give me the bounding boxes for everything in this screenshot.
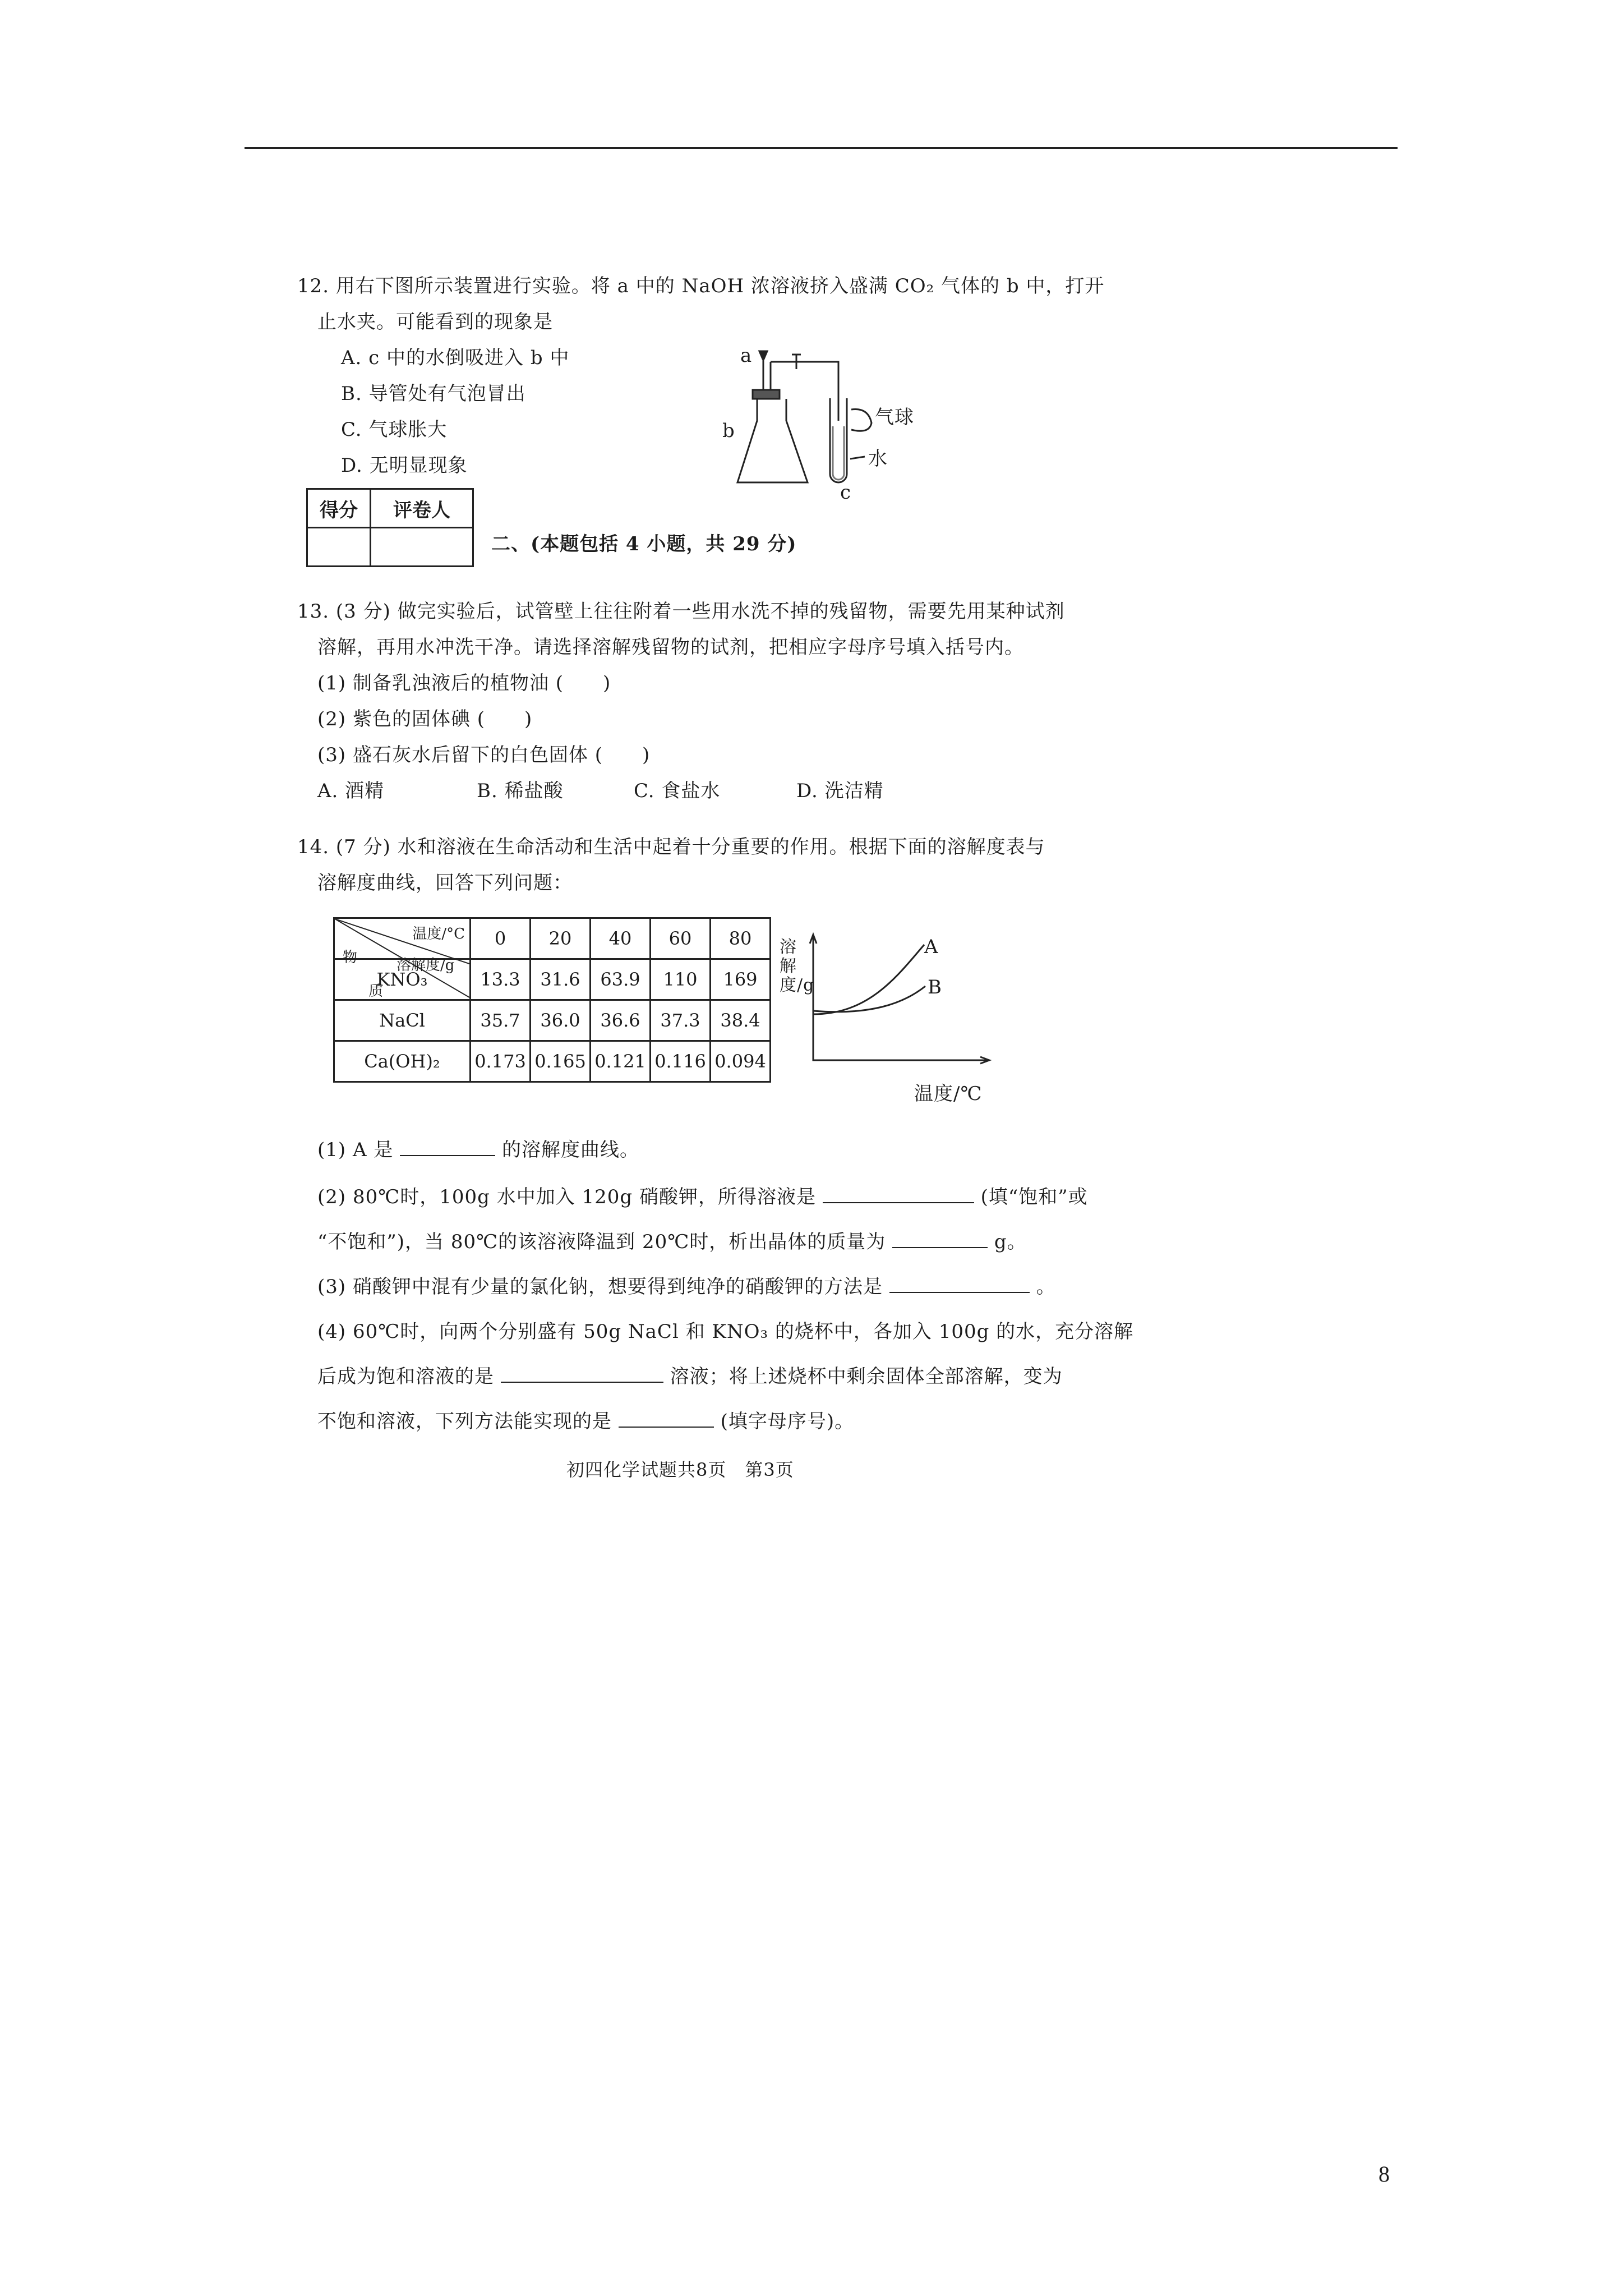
q14-part-1-suffix: 的溶解度曲线。	[501, 1139, 639, 1161]
table-cell: 0.116	[651, 1041, 711, 1082]
q12-line1: 12. 用右下图所示装置进行实验。将 a 中的 NaOH 浓溶液挤入盛满 CO₂ 气体的 b 中，打开	[297, 275, 1105, 297]
temp-header-0: 0	[471, 918, 531, 959]
score-box-cell-1	[307, 528, 371, 567]
temp-header-60: 60	[651, 918, 711, 959]
table-cell: 110	[651, 959, 711, 1000]
table-cell: 13.3	[471, 959, 531, 1000]
q13-line2: 溶解，再用水冲洗干净。请选择溶解残留物的试剂，把相应字母序号填入括号内。	[317, 636, 1024, 659]
table-cell: 36.6	[591, 1000, 651, 1041]
q13-item-2: (2) 紫色的固体碘 ( )	[317, 708, 533, 730]
table-cell: 37.3	[651, 1000, 711, 1041]
q14-part-2b-suffix: g。	[994, 1231, 1027, 1253]
q14-line1: 14. (7 分) 水和溶液在生命活动和生活中起着十分重要的作用。根据下面的溶解度表与	[297, 836, 1045, 858]
answer-blank[interactable]	[501, 1382, 663, 1383]
q13-choice-d: D. 洗洁精	[796, 780, 884, 802]
row-label: Ca(OH)₂	[334, 1041, 471, 1082]
row-label: NaCl	[334, 1000, 471, 1041]
q13-choice-a: A. 酒精	[317, 780, 385, 802]
answer-blank[interactable]	[889, 1292, 1030, 1293]
q14-part-4c-suffix: (填字母序号)。	[720, 1410, 855, 1433]
q13-line1: 13. (3 分) 做完实验后，试管壁上往往附着一些用水洗不掉的残留物，需要先用某种试剂	[297, 600, 1065, 623]
section-2-heading: 二、(本题包括 4 小题，共 29 分)	[491, 533, 797, 555]
table-cell: 0.165	[531, 1041, 591, 1082]
table-cell: 35.7	[471, 1000, 531, 1041]
q14-part-4a: (4) 60℃时，向两个分别盛有 50g NaCl 和 KNO₃ 的烧杯中，各加入 100g 的水，充分溶解	[317, 1320, 1134, 1343]
q12-option-c: C. 气球胀大	[341, 418, 448, 441]
curve-ylabel: 溶解度/g	[780, 937, 815, 995]
table-cell: 63.9	[591, 959, 651, 1000]
answer-blank[interactable]	[400, 1155, 495, 1156]
q12-option-a: A. c 中的水倒吸进入 b 中	[341, 347, 570, 369]
q12-line2: 止水夹。可能看到的现象是	[317, 311, 553, 333]
solubility-curve-sketch	[785, 931, 1009, 1077]
scanned-exam-page	[292, 185, 1133, 1509]
temp-header-40: 40	[591, 918, 651, 959]
q14-part-4b-suffix: 溶液；将上述烧杯中剩余固体全部溶解，变为	[670, 1365, 1063, 1388]
q14-part-3	[317, 1276, 1056, 1298]
q14-part-4c-text: 不饱和溶液，下列方法能实现的是	[317, 1410, 612, 1433]
table-row	[334, 1041, 771, 1082]
answer-blank[interactable]	[892, 1247, 988, 1248]
table-cell: 38.4	[711, 1000, 771, 1041]
q13-choice-b: B. 稀盐酸	[477, 780, 564, 802]
q14-part-4b-text: 后成为饱和溶液的是	[317, 1365, 494, 1388]
score-box-cell-2	[371, 528, 473, 567]
table-cell: 0.121	[591, 1041, 651, 1082]
q14-part-2a	[317, 1186, 1088, 1208]
q14-part-3-text: (3) 硝酸钾中混有少量的氯化钠，想要得到纯净的硝酸钾的方法是	[317, 1276, 883, 1298]
q14-part-1	[317, 1139, 639, 1161]
q14-part-2a-text: (2) 80℃时，100g 水中加入 120g 硝酸钾，所得溶液是	[317, 1186, 817, 1208]
curve-label-a: A	[924, 936, 939, 958]
answer-blank[interactable]	[619, 1427, 714, 1428]
q13-item-3: (3) 盛石灰水后留下的白色固体 ( )	[317, 744, 651, 766]
answer-blank[interactable]	[823, 1202, 974, 1203]
score-box	[306, 488, 474, 567]
corner-substance-label: 物	[343, 949, 358, 966]
q13-item-1: (1) 制备乳浊液后的植物油 ( )	[317, 672, 611, 694]
table-cell: 169	[711, 959, 771, 1000]
header-rule	[245, 147, 1398, 149]
corner-temp-label: 温度/°C	[412, 926, 465, 942]
page-number: 8	[1378, 2161, 1390, 2187]
curve-label-b: B	[928, 976, 942, 999]
table-cell: 31.6	[531, 959, 591, 1000]
table-row	[334, 1000, 771, 1041]
q13-choice-c: C. 食盐水	[634, 780, 721, 802]
q14-part-4b	[317, 1365, 1063, 1388]
apparatus-label-b: b	[722, 420, 735, 442]
table-cell: 36.0	[531, 1000, 591, 1041]
q14-part-2b-text: “不饱和”)，当 80℃的该溶液降温到 20℃时，析出晶体的质量为	[317, 1231, 886, 1253]
apparatus-label-a: a	[740, 344, 753, 367]
q14-part-2a-suffix: (填“饱和”或	[980, 1186, 1088, 1208]
temp-header-20: 20	[531, 918, 591, 959]
table-cell: 0.094	[711, 1041, 771, 1082]
temp-header-80: 80	[711, 918, 771, 959]
apparatus-label-balloon: 气球	[875, 406, 914, 429]
q14-part-2b	[317, 1231, 1027, 1253]
corner-solubility-label: 溶解度/g	[396, 957, 455, 974]
row-label: KNO₃	[334, 959, 471, 1000]
curve-xlabel: 温度/℃	[914, 1083, 983, 1105]
q14-part-4c	[317, 1410, 854, 1433]
score-box-header-2: 评卷人	[371, 489, 473, 528]
q14-line2: 溶解度曲线，回答下列问题：	[317, 872, 573, 894]
curve-a	[813, 945, 924, 1014]
table-cell: 0.173	[471, 1041, 531, 1082]
apparatus-label-c: c	[840, 481, 852, 504]
exam-footer: 初四化学试题共8页 第3页	[566, 1459, 794, 1480]
apparatus-label-water: 水	[868, 448, 888, 470]
score-box-header-1: 得分	[307, 489, 371, 528]
corner-substance-label-2: 质	[368, 983, 384, 1000]
q12-option-d: D. 无明显现象	[341, 454, 468, 477]
q14-part-3-suffix: 。	[1036, 1276, 1056, 1298]
solubility-table	[333, 917, 771, 1083]
q12-option-b: B. 导管处有气泡冒出	[341, 383, 526, 405]
q14-part-1-text: (1) A 是	[317, 1139, 394, 1161]
